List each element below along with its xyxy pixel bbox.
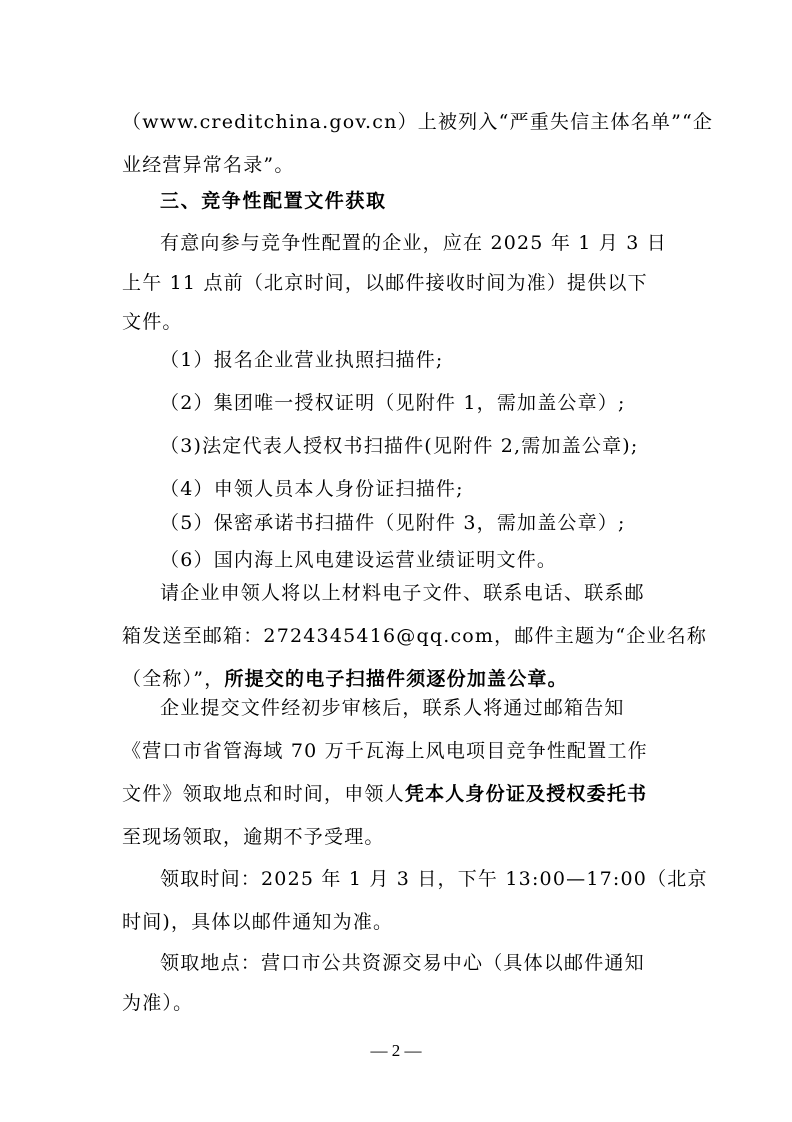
page-number: — 2 — [370, 1041, 422, 1060]
list-item-6: （6）国内海上风电建设运营业绩证明文件。 [160, 549, 558, 571]
text-line-2: 业经营异常名录”。 [122, 154, 295, 176]
paragraph-3-line-3 [122, 781, 647, 807]
paragraph-2-line-3-normal: （全称）”， [122, 668, 225, 690]
paragraph-3-line-2: 《营口市省管海域 70 万千瓦海上风电项目竞争性配置工作 [122, 740, 648, 762]
paragraph-2-line-2: 箱发送至邮箱：2724345416@qq.com，邮件主题为“企业名称 [122, 625, 708, 647]
paragraph-1-line-1: 有意向参与竞争性配置的企业，应在 2025 年 1 月 3 日 [160, 232, 667, 254]
section-heading: 三、竞争性配置文件获取 [160, 190, 387, 212]
list-item-2: （2）集团唯一授权证明（见附件 1，需加盖公章）; [160, 392, 626, 414]
paragraph-1-line-2: 上午 11 点前（北京时间，以邮件接收时间为准）提供以下 [122, 272, 648, 294]
paragraph-5-line-2: 为准）。 [122, 992, 194, 1014]
paragraph-3-line-3-normal: 文件》领取地点和时间，申领人 [122, 783, 405, 805]
paragraph-3-emphasis: 凭本人身份证及授权委托书 [404, 783, 648, 805]
paragraph-4-line-2: 时间)，具体以邮件通知为准。 [122, 911, 394, 933]
list-item-5: （5）保密承诺书扫描件（见附件 3，需加盖公章）; [160, 512, 626, 534]
paragraph-2-line-3 [122, 666, 568, 692]
text-line-1: （www.creditchina.gov.cn）上被列入“严重失信主体名单”“企 [122, 111, 714, 133]
list-item-3: （3)法定代表人授权书扫描件(见附件 2,需加盖公章); [160, 435, 639, 457]
list-item-1: （1）报名企业营业执照扫描件; [160, 349, 444, 371]
paragraph-1-line-3: 文件。 [122, 311, 183, 333]
paragraph-2-emphasis: 所提交的电子扫描件须逐份加盖公章。 [224, 668, 568, 690]
paragraph-2-line-1: 请企业申领人将以上材料电子文件、联系电话、联系邮 [160, 582, 645, 604]
paragraph-4-line-1: 领取时间：2025 年 1 月 3 日，下午 13:00—17:00（北京 [160, 868, 708, 890]
list-item-4: （4）申领人员本人身份证扫描件; [160, 478, 464, 500]
paragraph-3-line-1: 企业提交文件经初步审核后，联系人将通过邮箱告知 [160, 697, 625, 719]
paragraph-3-line-4: 至现场领取，逾期不予受理。 [122, 826, 385, 848]
paragraph-5-line-1: 领取地点：营口市公共资源交易中心（具体以邮件通知 [160, 952, 645, 974]
